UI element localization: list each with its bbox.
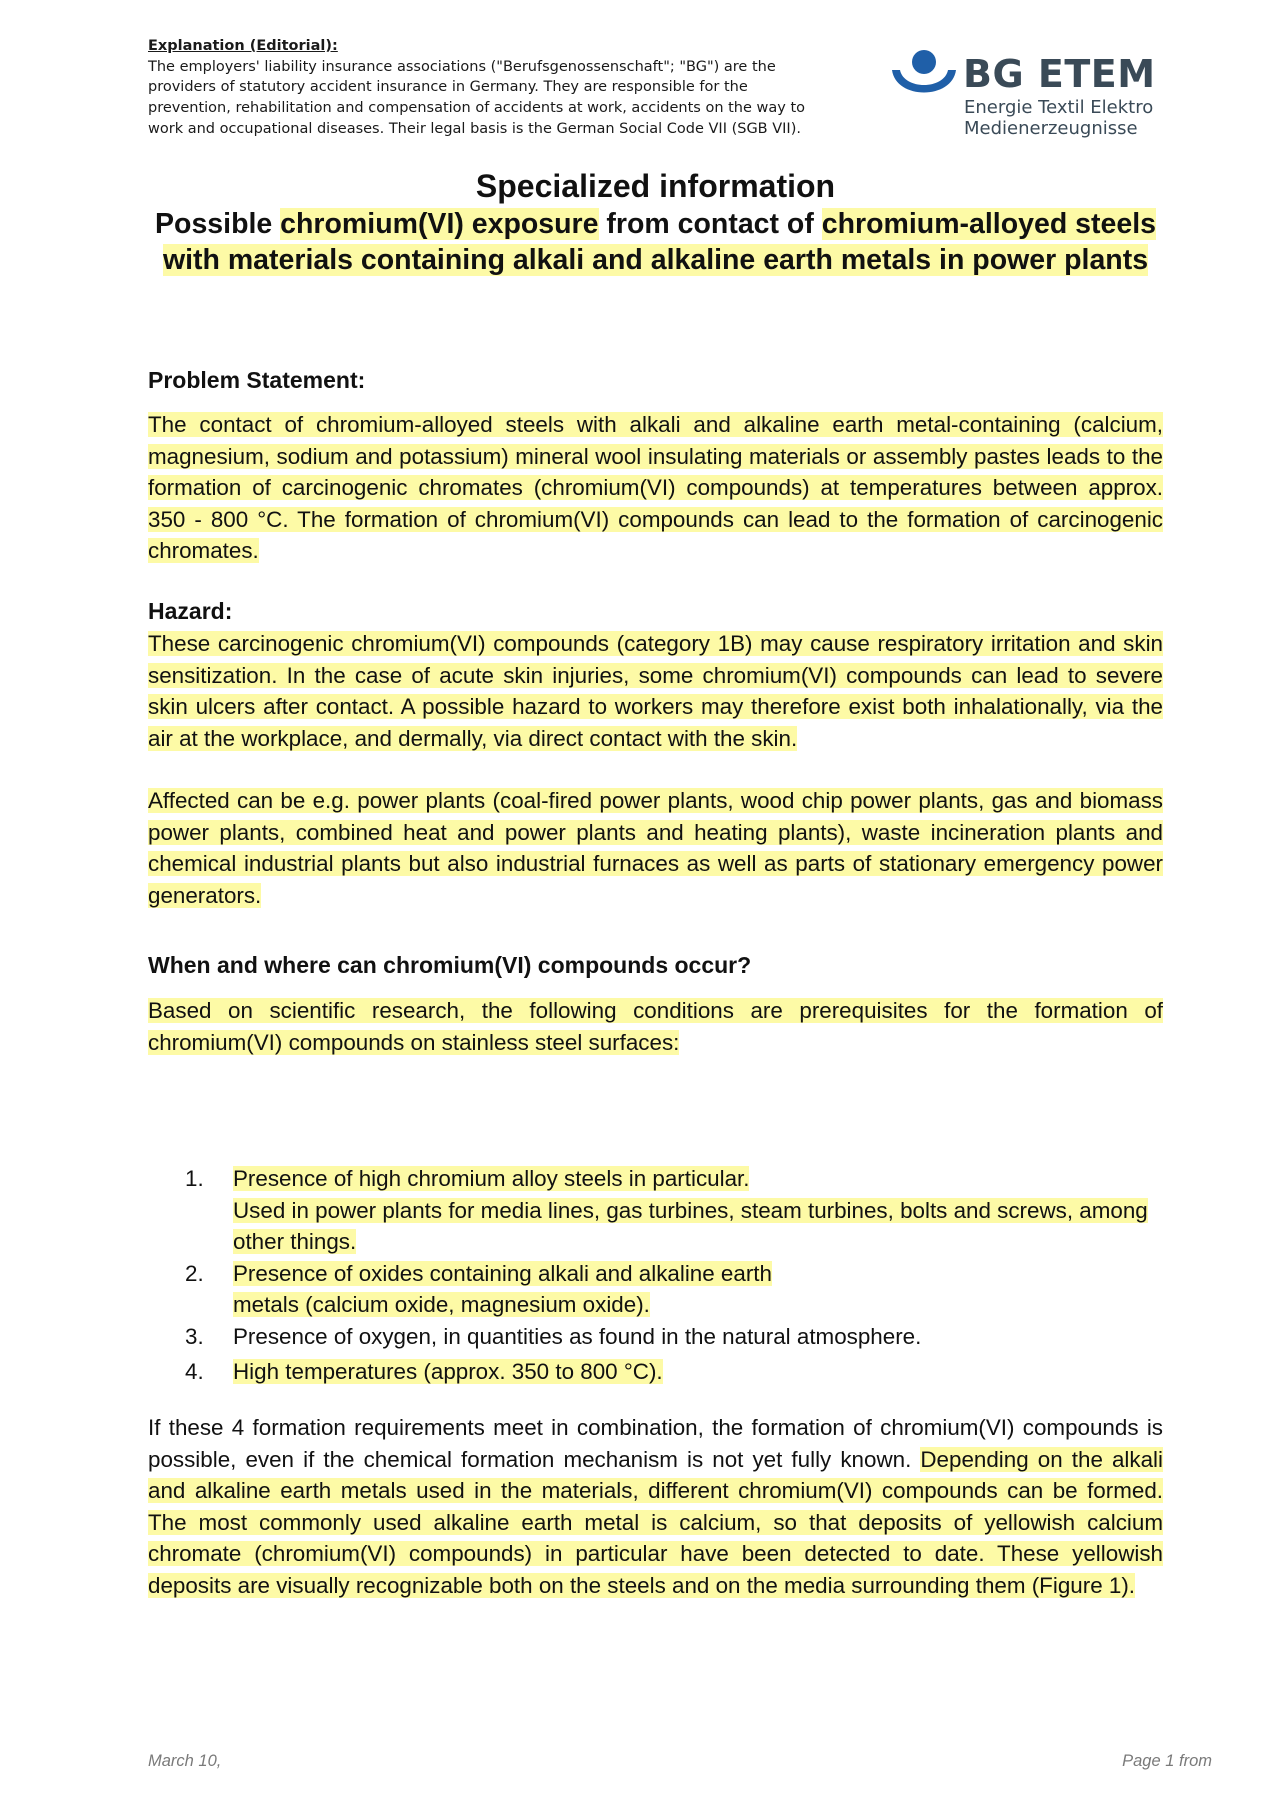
footer-date: March 10, — [148, 1752, 222, 1770]
problem-heading: Problem Statement: — [148, 367, 366, 393]
footer-page-number: Page 1 from — [1122, 1752, 1212, 1770]
problem-paragraph — [148, 409, 1163, 567]
conditions-list — [185, 1163, 1165, 1388]
conclusion-text-1: If these 4 formation requirements meet in combination, the formation of chromium(VI) compounds is possible, even if the chemical formation mechanism is not yet fully known. — [148, 1415, 1163, 1472]
list-item — [185, 1163, 1165, 1258]
editorial-text: The employers' liability insurance associations ("Berufsgenossenschaft"; "BG") are the providers of statutory accident insurance in Germany. They are responsible for the prevention, rehabilitation and compensation of accidents at work, accidents on the way to work and occupational diseases. Their legal basis is the German Social Code VII (SGB VII). — [148, 58, 806, 137]
bg-etem-logo — [890, 48, 1170, 148]
logo-line1: Energie Textil Elektro — [964, 97, 1154, 118]
hazard-heading: Hazard: — [148, 598, 233, 624]
conclusion-text-4: The most commonly used alkaline earth metal is calcium, so that deposits of yellowish calcium chromate (chromium(VI) compounds) in particular have been detected to date. These yellowish deposits are visually recognizable both on the steels and on the media surrounding them (Figure 1). — [148, 1509, 1163, 1598]
logo-line2: Medienerzeugnisse — [964, 118, 1138, 139]
list-item-number: 3. — [185, 1323, 204, 1349]
list-item-number: 2. — [185, 1260, 204, 1286]
affected-text: Affected can be e.g. power plants (coal-fired power plants, wood chip power plants, gas and biomass power plants, combined heat and power plants and heating plants), waste incineration plants and chemical industrial plants but also industrial furnaces as well as parts of stationary emergency power generators. — [148, 788, 1163, 908]
list-item-number: 4. — [185, 1359, 204, 1384]
logo-name: BG ETEM — [963, 52, 1156, 96]
conclusion-text-2: Depending on the alkali and alkaline earth metals used in the materials, different chromium(VI) compounds can be formed. — [148, 1446, 1164, 1503]
affected-paragraph — [148, 785, 1163, 911]
subtitle-part-2: chromium(VI) exposure — [280, 208, 599, 240]
subtitle-part-1: Possible — [155, 208, 281, 240]
document-subtitle — [148, 206, 1163, 278]
list-item-extra: Used in power plants for media lines, gas turbines, steam turbines, bolts and screws, among other things. — [233, 1197, 1148, 1254]
list-item-text: Presence of high chromium alloy steels in particular. — [233, 1166, 750, 1191]
occurrence-intro: Based on scientific research, the following conditions are prerequisites for the formation of chromium(VI) compounds on stainless steel surfaces: — [148, 998, 1163, 1055]
list-item — [185, 1356, 1165, 1388]
list-item-text: Presence of oxygen, in quantities as found in the natural atmosphere. — [233, 1323, 922, 1349]
list-item-text: High temperatures (approx. 350 to 800 °C). — [233, 1359, 663, 1384]
list-item — [185, 1258, 795, 1321]
occurrence-heading: When and where can chromium(VI) compounds occur? — [148, 952, 752, 978]
hazard-text: These carcinogenic chromium(VI) compounds (category 1B) may cause respiratory irritation and skin sensitization. In the case of acute skin injuries, some chromium(VI) compounds can lead to severe skin ulcers after contact. A possible hazard to workers may therefore exist both inhalationally, via the air at the workplace, and dermally, via direct contact with the skin. — [148, 631, 1163, 751]
conclusion-paragraph — [148, 1412, 1163, 1601]
document-title: Specialized information — [475, 168, 836, 204]
subtitle-part-3: from contact of — [598, 208, 822, 240]
editorial-title: Explanation (Editorial): — [148, 38, 338, 54]
editorial-note — [148, 36, 808, 140]
hazard-paragraph — [148, 628, 1163, 754]
subtitle-part-4: chromium-alloyed steels with materials containing alkali and alkaline earth metals in power plants — [162, 208, 1156, 276]
list-item-text: Presence of oxides containing alkali and alkaline earth metals (calcium oxide, magnesium oxide). — [233, 1260, 772, 1317]
occurrence-intro-paragraph — [148, 995, 1163, 1058]
list-item-number: 1. — [185, 1166, 204, 1191]
logo-mark-icon — [890, 48, 958, 108]
problem-text: The contact of chromium-alloyed steels with alkali and alkaline earth metal-containing (calcium, magnesium, sodium and potassium) mineral wool insulating materials or assembly pastes leads to the formation of carcinogenic chromates (chromium(VI) compounds) at temperatures between approx. 350 - 800 °C. The formation of chromium(VI) compounds can lead to the formation of carcinogenic chromates. — [148, 412, 1163, 563]
list-item — [185, 1321, 1165, 1353]
